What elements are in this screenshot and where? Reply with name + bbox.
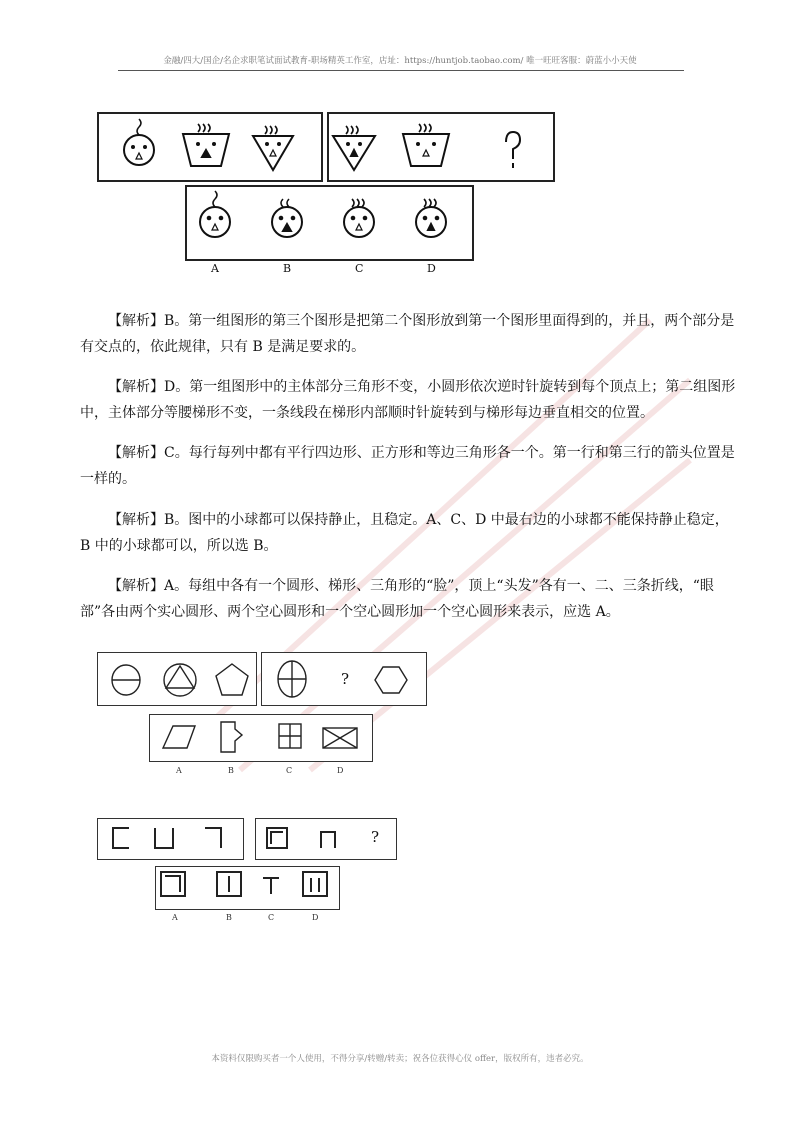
answer-text: B。图中的小球都可以保持静止，且稳定。A、C、D 中最右边的小球都不能保持静止稳定，B 中的小球都可以，所以选 B。 — [80, 512, 729, 554]
line-option-d — [303, 872, 327, 896]
face-triangle-hollow — [333, 126, 375, 170]
shapes-option-label-c: C — [286, 766, 293, 775]
shape-option-c — [279, 724, 301, 748]
shapes-option-label-d: D — [337, 766, 344, 775]
face-trapezoid-hollow — [403, 124, 449, 166]
pentagon — [216, 664, 248, 695]
faces-option-label-a: A — [211, 262, 219, 275]
answer-label: 【解析】 — [108, 379, 164, 395]
face-option-a — [200, 191, 230, 237]
question-mark-shape — [506, 132, 520, 168]
answer-text: D。第一组图形中的主体部分三角形不变，小圆形依次逆时针旋转到每个顶点上；第二组图形中，主体部分等腰梯形不变，一条线段在梯形内部顺时针旋转到与梯形每边垂直相交的位置。 — [80, 379, 736, 421]
answer-label: 【解析】 — [108, 578, 164, 594]
face-option-b — [272, 199, 302, 237]
face-option-d — [416, 199, 446, 237]
line-shape-5 — [321, 832, 335, 848]
shape-option-b — [221, 722, 242, 752]
shape-option-d — [323, 728, 357, 748]
answer-text: B。第一组图形的第三个图形是把第二个图形放到第一个图形里面得到的，并且，两个部分是有交点的，依此规律，只有 B 是满足要求的。 — [80, 313, 735, 355]
answer-2 — [80, 374, 738, 426]
page-header: 金融/四大/国企/名企求职笔试面试教育-职场精英工作室，店址：https://huntjob.taobao.com/ 唯一旺旺客服：蔚蓝小小天使 — [163, 56, 637, 66]
puzzle-shapes — [97, 652, 437, 782]
faces-option-label-d: D — [427, 262, 436, 275]
lines-option-label-c: C — [268, 913, 275, 922]
line-shape-3 — [205, 828, 221, 848]
faces-option-label-c: C — [355, 262, 364, 275]
answer-label: 【解析】 — [108, 512, 164, 528]
header-divider — [118, 70, 684, 71]
shape-option-a — [163, 726, 195, 748]
shapes-question-mark: ? — [341, 670, 350, 688]
line-option-c — [263, 878, 279, 894]
faces-drawings — [97, 112, 557, 262]
answer-label: 【解析】 — [108, 445, 164, 461]
faces-option-label-b: B — [283, 262, 292, 275]
ellipse-with-cross — [278, 661, 306, 697]
line-shape-2 — [155, 828, 173, 848]
page-footer: 本资料仅限购买者一个人使用，不得分享/转赠/转卖；祝各位获得心仪 offer，版权所有，违者必究。 — [211, 1054, 589, 1064]
circle-with-triangle — [164, 664, 196, 696]
shapes-option-label-b: B — [228, 766, 234, 775]
answer-3 — [80, 440, 738, 492]
lines-option-label-a: A — [172, 913, 178, 922]
shapes-option-label-a: A — [176, 766, 182, 775]
line-shape-1 — [113, 828, 129, 848]
puzzle-lines — [97, 818, 407, 928]
hexagon — [375, 667, 407, 693]
puzzle-faces — [97, 112, 557, 287]
answer-label: 【解析】 — [108, 313, 164, 329]
line-shape-4 — [267, 828, 287, 848]
answer-text: C。每行每列中都有平行四边形、正方形和等边三角形各一个。第一行和第三行的箭头位置是一样的。 — [80, 445, 735, 487]
face-option-c — [344, 199, 374, 237]
line-option-b — [217, 872, 241, 896]
answer-text: A。每组中各有一个圆形、梯形、三角形的“脸”，顶上“头发”各有一、二、三条折线，“眼部”各由两个实心圆形、两个空心圆形和一个空心圆形加一个空心圆形来表示，应选 A。 — [80, 578, 714, 620]
lines-question-mark: ? — [371, 828, 380, 846]
circle-with-line — [112, 665, 140, 695]
lines-option-label-d: D — [312, 913, 319, 922]
answer-4 — [80, 507, 738, 559]
line-option-a — [161, 872, 185, 896]
face-circle-triangle — [124, 119, 154, 165]
answer-1 — [80, 308, 738, 360]
face-trapezoid-triangle — [183, 124, 229, 166]
face-triangle-trapezoid — [253, 126, 293, 170]
shapes-drawings — [97, 652, 437, 772]
lines-option-label-b: B — [226, 913, 232, 922]
answer-5 — [80, 573, 738, 625]
lines-drawings — [97, 818, 407, 918]
